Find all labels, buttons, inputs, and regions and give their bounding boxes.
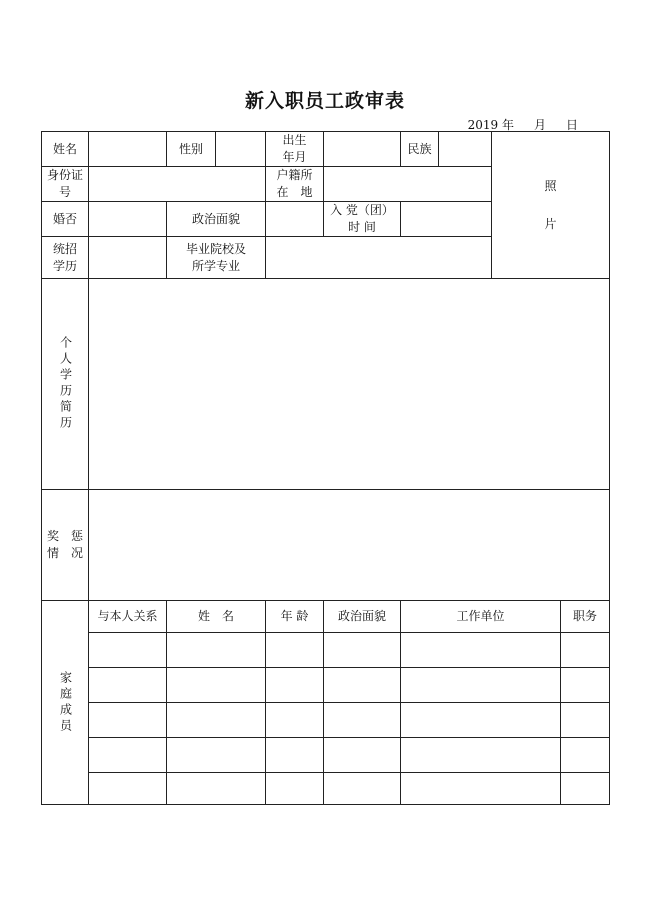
family-header-employer: 工作单位 [401,601,561,633]
family-cell[interactable] [266,773,324,805]
family-header-political: 政治面貌 [324,601,401,633]
family-cell[interactable] [89,633,167,668]
table-row [42,633,610,668]
family-cell[interactable] [266,703,324,738]
political-label: 政治面貌 [167,202,266,237]
school-field[interactable] [266,237,492,279]
family-cell[interactable] [401,703,561,738]
family-cell[interactable] [561,773,610,805]
household-field[interactable] [324,167,492,202]
family-cell[interactable] [401,773,561,805]
party-join-field[interactable] [401,202,492,237]
ethnicity-field[interactable] [439,132,492,167]
family-header-name: 姓 名 [167,601,266,633]
resume-label: 个人学历简历 [42,279,89,490]
name-label: 姓名 [42,132,89,167]
family-cell[interactable] [401,668,561,703]
family-cell[interactable] [89,668,167,703]
family-header-position: 职务 [561,601,610,633]
family-cell[interactable] [167,703,266,738]
page-title: 新入职员工政审表 [244,90,405,112]
table-row [42,668,610,703]
awards-label: 奖 惩 情 况 [42,490,89,601]
family-cell[interactable] [167,633,266,668]
date-month: 月 [533,118,546,132]
political-field[interactable] [266,202,324,237]
family-cell[interactable] [561,703,610,738]
birth-label: 出生 年月 [266,132,324,167]
birth-field[interactable] [324,132,401,167]
household-label: 户籍所 在 地 [266,167,324,202]
family-cell[interactable] [561,738,610,773]
resume-field[interactable] [89,279,610,490]
education-label: 统招 学历 [42,237,89,279]
id-field[interactable] [89,167,266,202]
marital-field[interactable] [89,202,167,237]
date-day: 日 [565,118,578,132]
date-year: 2019 年 [467,118,514,132]
family-cell[interactable] [167,773,266,805]
family-cell[interactable] [324,738,401,773]
family-cell[interactable] [324,668,401,703]
family-cell[interactable] [89,703,167,738]
family-cell[interactable] [401,738,561,773]
awards-field[interactable] [89,490,610,601]
education-field[interactable] [89,237,167,279]
family-header-relation: 与本人关系 [89,601,167,633]
family-cell[interactable] [324,633,401,668]
marital-label: 婚否 [42,202,89,237]
family-cell[interactable] [89,773,167,805]
gender-label: 性别 [167,132,216,167]
family-cell[interactable] [266,668,324,703]
table-row [42,738,610,773]
table-row [42,773,610,805]
family-cell[interactable] [561,633,610,668]
photo-box[interactable]: 照 片 [492,132,610,279]
family-cell[interactable] [266,633,324,668]
family-cell[interactable] [324,773,401,805]
review-form-table [41,131,610,805]
table-row [42,703,610,738]
family-cell[interactable] [266,738,324,773]
party-join-label: 入 党（团） 时 间 [324,202,401,237]
family-cell[interactable] [561,668,610,703]
id-label: 身份证 号 [42,167,89,202]
ethnicity-label: 民族 [401,132,439,167]
family-cell[interactable] [401,633,561,668]
name-field[interactable] [89,132,167,167]
family-header-age: 年 龄 [266,601,324,633]
gender-field[interactable] [216,132,266,167]
family-cell[interactable] [324,703,401,738]
family-cell[interactable] [167,738,266,773]
family-cell[interactable] [89,738,167,773]
family-cell[interactable] [167,668,266,703]
family-label: 家庭成员 [42,601,89,805]
school-label: 毕业院校及 所学专业 [167,237,266,279]
